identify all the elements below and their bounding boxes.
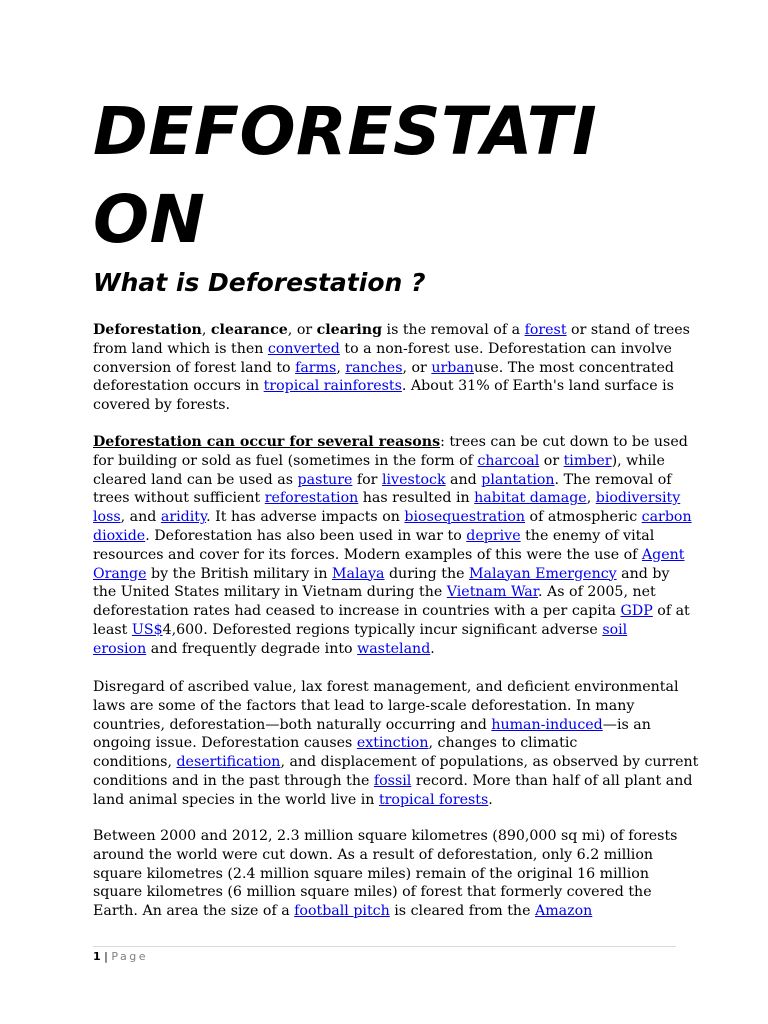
text-line — [93, 772, 693, 791]
text-run: or stand of trees — [566, 322, 690, 338]
text-run: conditions, — [93, 754, 177, 771]
page-number: 1 — [93, 950, 101, 963]
text-run: , — [586, 490, 596, 507]
text-line — [93, 902, 683, 921]
text-line — [93, 791, 683, 810]
text-run: . As of 2005, net — [537, 584, 656, 601]
paragraph-4 — [93, 827, 683, 921]
link-amazon[interactable]: Amazon — [534, 903, 593, 920]
footer-separator: | — [100, 950, 112, 963]
link-biodiversity-loss[interactable]: biodiversity — [595, 490, 681, 507]
paragraph-3 — [93, 678, 699, 810]
link-reforestation[interactable]: reforestation — [264, 490, 359, 507]
text-run: or — [539, 452, 564, 469]
link-agent-orange[interactable]: Agent — [641, 546, 685, 563]
link-fossil[interactable]: fossil — [373, 772, 412, 789]
text-line — [93, 846, 683, 865]
text-line — [93, 640, 683, 659]
text-run: of at — [652, 603, 690, 620]
text-run: and by — [616, 565, 670, 582]
link-farms[interactable]: farms — [295, 359, 337, 376]
text-run: from land which is then — [93, 340, 268, 357]
text-line — [93, 583, 683, 602]
text-line — [93, 678, 683, 697]
text-run: countries, deforestation—both naturally occurring and — [93, 716, 492, 733]
link-plantation[interactable]: plantation — [481, 471, 555, 488]
link-deprive[interactable]: deprive — [466, 527, 521, 544]
text-line — [93, 452, 683, 471]
text-run: covered by forests. — [93, 397, 231, 414]
document-title — [93, 88, 693, 264]
text-run: resources and cover for its forces. Modern examples of this were the use of — [93, 546, 642, 563]
link-biosequestration[interactable]: biosequestration — [404, 509, 526, 526]
text-run: record. More than half of all plant and — [411, 772, 693, 789]
bold-term: clearance — [210, 322, 288, 338]
text-run: laws are some of the factors that lead to large-scale deforestation. In many — [93, 697, 635, 714]
text-run: . — [488, 791, 493, 808]
text-run: is cleared from the — [389, 903, 535, 920]
text-run: and frequently degrade into — [146, 640, 358, 657]
text-run: is the removal of a — [382, 322, 525, 338]
link-charcoal[interactable]: charcoal — [477, 452, 540, 469]
text-run: , — [201, 322, 211, 338]
text-line — [93, 340, 683, 359]
link-gdp[interactable]: GDP — [620, 603, 653, 620]
link-malayan-emergency[interactable]: Malayan Emergency — [469, 565, 617, 582]
link-tropical-rainforests[interactable]: tropical rainforests — [263, 378, 402, 395]
text-run: and — [445, 471, 482, 488]
text-run: , or — [287, 322, 317, 338]
text-line — [93, 565, 683, 584]
text-line — [93, 734, 683, 753]
text-line — [93, 377, 683, 396]
text-run: use. The most concentrated — [473, 359, 675, 376]
text-run: deforestation rates had ceased to increase in countries with a per capita — [93, 603, 621, 620]
text-run: . The removal of — [554, 471, 672, 488]
bold-term: Deforestation — [93, 322, 202, 338]
text-run: , — [336, 359, 346, 376]
link-pasture[interactable]: pasture — [297, 471, 353, 488]
link-vietnam-war[interactable]: Vietnam War — [446, 584, 538, 601]
text-run: . It has adverse impacts on — [206, 509, 405, 526]
link-soil-erosion[interactable]: erosion — [93, 640, 147, 657]
text-line — [93, 753, 699, 772]
text-line — [93, 602, 690, 621]
text-line — [93, 621, 683, 640]
text-line — [93, 865, 683, 884]
link-urban[interactable]: urban — [431, 359, 474, 376]
text-run: deforestation occurs in — [93, 378, 264, 395]
text-run: cleared land can be used as — [93, 471, 298, 488]
text-run: the United States military in Vietnam during the — [93, 584, 447, 601]
link-converted[interactable]: converted — [267, 340, 340, 357]
text-run: —is an — [602, 716, 651, 733]
text-run: . — [430, 640, 435, 657]
link-extinction[interactable]: extinction — [356, 735, 429, 752]
page-footer — [93, 950, 148, 964]
paragraph-1 — [93, 321, 690, 415]
text-run: during the — [384, 565, 469, 582]
text-run: the enemy of vital — [520, 527, 655, 544]
bold-underlined-term: Deforestation can occur for several reasons — [93, 434, 441, 450]
text-run: , changes to climatic — [428, 735, 578, 752]
link-livestock[interactable]: livestock — [381, 471, 446, 488]
text-run: . Deforestation has also been used in war to — [145, 527, 467, 544]
link-habitat-damage[interactable]: habitat damage — [474, 490, 587, 507]
text-run: Disregard of ascribed value, lax forest management, and deficient environmental — [93, 679, 679, 695]
text-run: ongoing issue. Deforestation causes — [93, 735, 357, 752]
text-run: square kilometres (2.4 million square miles) remain of the original 16 million — [93, 865, 649, 882]
text-run: conditions and in the past through the — [93, 772, 374, 789]
text-run: for — [352, 471, 382, 488]
text-line — [93, 321, 690, 340]
section-heading: What is Deforestation ? — [93, 268, 426, 297]
paragraph-2 — [93, 433, 692, 659]
text-run: conversion of forest land to — [93, 359, 296, 376]
text-run: around the world were cut down. As a result of deforestation, only 6.2 million — [93, 846, 654, 863]
text-run: . About 31% of Earth's land surface is — [401, 378, 674, 395]
link-biodiversity-loss[interactable]: loss — [93, 509, 121, 526]
text-run: Earth. An area the size of a — [93, 903, 295, 920]
link-agent-orange[interactable]: Orange — [93, 565, 147, 582]
link-human-induced[interactable]: human-induced — [491, 716, 603, 733]
link-timber[interactable]: timber — [563, 452, 612, 469]
link-soil-erosion[interactable]: soil — [602, 621, 628, 638]
link-ranches[interactable]: ranches — [345, 359, 403, 376]
link-us-dollar[interactable]: US$ — [131, 621, 163, 638]
text-run: trees without sufficient — [93, 490, 265, 507]
text-line — [93, 508, 692, 527]
text-run: : trees can be cut down to be used — [440, 434, 688, 450]
page-label: Page — [111, 950, 148, 963]
text-run: , and displacement of populations, as observed by current — [280, 754, 699, 771]
footer-divider — [93, 946, 676, 947]
text-run: square kilometres (6 million square miles) of forest that formerly covered the — [93, 884, 652, 901]
link-tropical-forests[interactable]: tropical forests — [378, 791, 489, 808]
text-run: least — [93, 621, 132, 638]
link-wasteland[interactable]: wasteland — [357, 640, 431, 657]
text-line — [93, 883, 683, 902]
title-line: DEFORESTATI — [93, 93, 598, 170]
link-football-pitch[interactable]: football pitch — [294, 903, 390, 920]
text-run: , or — [402, 359, 432, 376]
text-run: 4,600. Deforested regions typically incur significant adverse — [162, 621, 603, 638]
text-run: land animal species in the world live in — [93, 791, 379, 808]
text-run: has resulted in — [358, 490, 475, 507]
link-carbon-dioxide[interactable]: dioxide — [93, 527, 146, 544]
link-malaya[interactable]: Malaya — [332, 565, 385, 582]
text-line — [93, 359, 683, 378]
text-line — [93, 546, 683, 565]
text-line — [93, 527, 683, 546]
bold-term: clearing — [316, 322, 383, 338]
link-carbon-dioxide[interactable]: carbon — [641, 509, 692, 526]
text-line — [93, 716, 683, 735]
text-line — [93, 697, 683, 716]
text-line — [93, 433, 688, 452]
text-run: to a non-forest use. Deforestation can involve — [339, 340, 672, 357]
link-desertification[interactable]: desertification — [176, 754, 281, 771]
link-forest[interactable]: forest — [524, 322, 567, 338]
text-run: for building or sold as fuel (sometimes in the form of — [93, 452, 478, 469]
text-line — [93, 471, 683, 490]
text-run: Between 2000 and 2012, 2.3 million square kilometres (890,000 sq mi) of forests — [93, 828, 678, 844]
text-line — [93, 827, 683, 846]
text-line — [93, 396, 683, 415]
text-run: , and — [120, 509, 161, 526]
text-run: ), while — [611, 452, 665, 469]
text-line — [93, 489, 683, 508]
text-run: by the British military in — [146, 565, 332, 582]
title-line: ON — [93, 181, 206, 258]
link-aridity[interactable]: aridity — [160, 509, 207, 526]
text-run: of atmospheric — [525, 509, 642, 526]
